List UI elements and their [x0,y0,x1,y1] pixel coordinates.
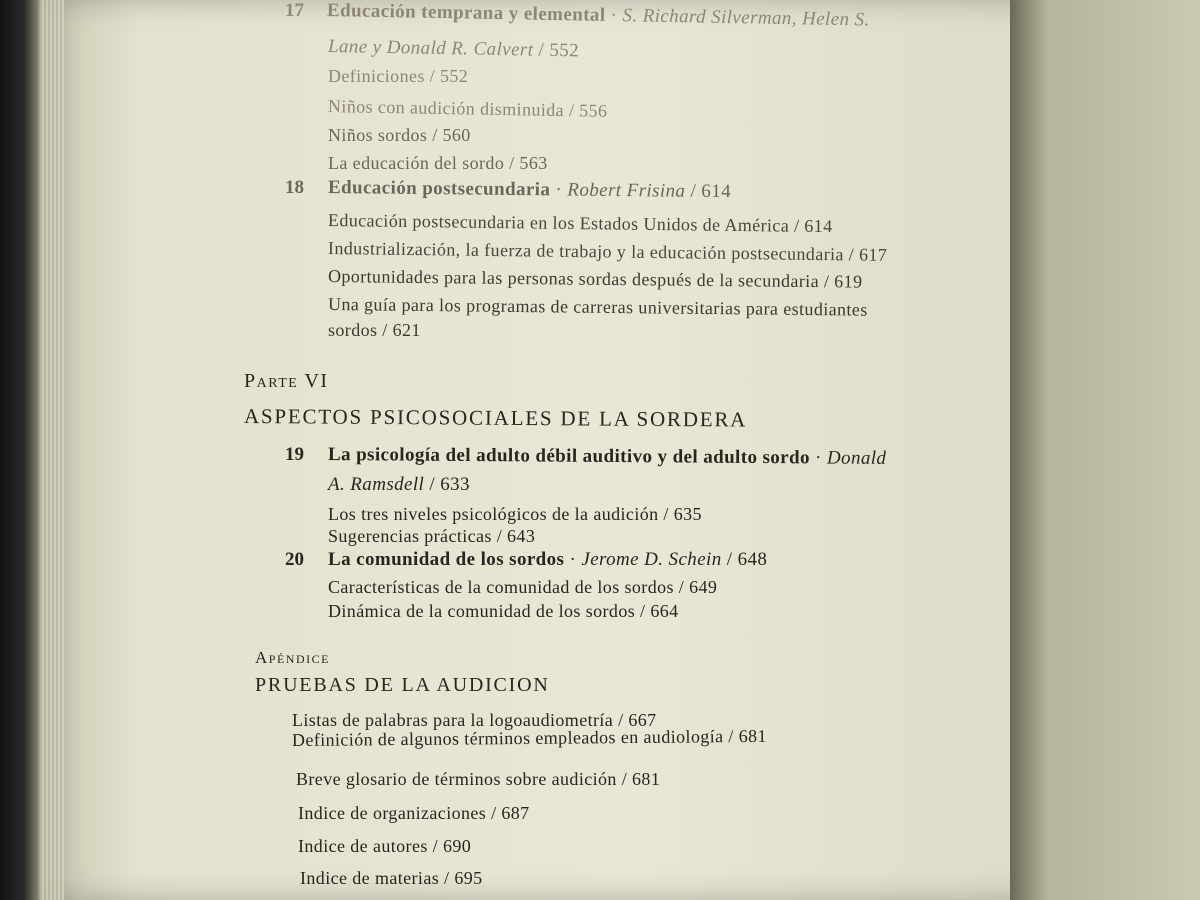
chapter-heading [328,177,731,203]
chapter-heading [327,0,870,31]
chapter-number: 17 [285,0,304,21]
chapter-author-cont: A. Ramsdell [328,474,425,495]
part-title: ASPECTOS PSICOSOCIALES DE LA SORDERA [243,404,748,432]
chapter-title: La comunidad de los sordos [328,549,565,570]
chapter-page: / 552 [533,39,580,62]
section-entry: Niños sordos / 560 [328,125,471,145]
section-entry: Los tres niveles psicológicos de la audición / 635 [328,504,702,524]
chapter-heading-cont [328,474,470,496]
separator: · [550,179,568,201]
section-entry: Sugerencias prácticas / 643 [328,526,536,546]
appendix-entry: Indice de materias / 695 [300,868,483,888]
chapter-heading [328,549,767,571]
chapter-title: Educación postsecundaria [327,177,551,201]
appendix-entry: Indice de autores / 690 [298,836,472,856]
section-entry: Industrialización, la fuerza de trabajo y la educación postsecundaria / 617 [327,238,888,265]
section-entry: Educación postsecundaria en los Estados Unidos de América / 614 [327,210,833,237]
chapter-author: S. Richard Silverman, Helen S. [622,5,870,31]
chapter-page: / 614 [685,180,732,203]
chapter-author: Donald [826,447,887,469]
section-entry: La educación del sordo / 563 [328,153,548,173]
chapter-number: 18 [285,177,304,198]
section-entry: Características de la comunidad de los sordos / 649 [328,577,718,597]
chapter-page: / 633 [424,474,470,495]
section-entry: Definiciones / 552 [328,66,469,86]
separator: · [809,447,828,469]
section-entry: Oportunidades para las personas sordas después de la secundaria / 619 [327,266,863,292]
chapter-author-cont: Lane y Donald R. Calvert [327,36,534,61]
appendix-entry: Definición de algunos términos empleados en audiología / 681 [291,725,767,750]
chapter-title: La psicología del adulto débil auditivo y del adulto sordo [327,444,811,469]
chapter-author: Robert Frisina [567,179,686,202]
chapter-heading [328,444,887,470]
chapter-title: Educación temprana y elemental [326,0,606,26]
section-entry: sordos / 621 [328,320,421,340]
chapter-heading-cont [328,36,579,62]
part-label: Parte VI [244,370,329,392]
appendix-label: Apéndice [255,648,330,667]
section-entry: Niños con audición disminuida / 556 [327,96,608,121]
appendix-title: PRUEBAS DE LA AUDICION [255,674,550,696]
chapter-number: 19 [285,444,304,465]
appendix-entry: Breve glosario de términos sobre audición / 681 [296,769,661,789]
chapter-number: 20 [285,549,304,570]
chapter-author: Jerome D. Schein [581,549,722,570]
appendix-entry: Indice de organizaciones / 687 [298,803,530,823]
section-entry: Una guía para los programas de carreras universitarias para estudiantes [327,294,868,320]
separator: · [605,4,623,27]
separator: · [564,549,582,570]
section-entry: Dinámica de la comunidad de los sordos / 664 [328,601,679,621]
appendix-entry: Listas de palabras para la logoaudiometría / 667 [292,710,657,730]
chapter-page: / 648 [721,549,768,570]
